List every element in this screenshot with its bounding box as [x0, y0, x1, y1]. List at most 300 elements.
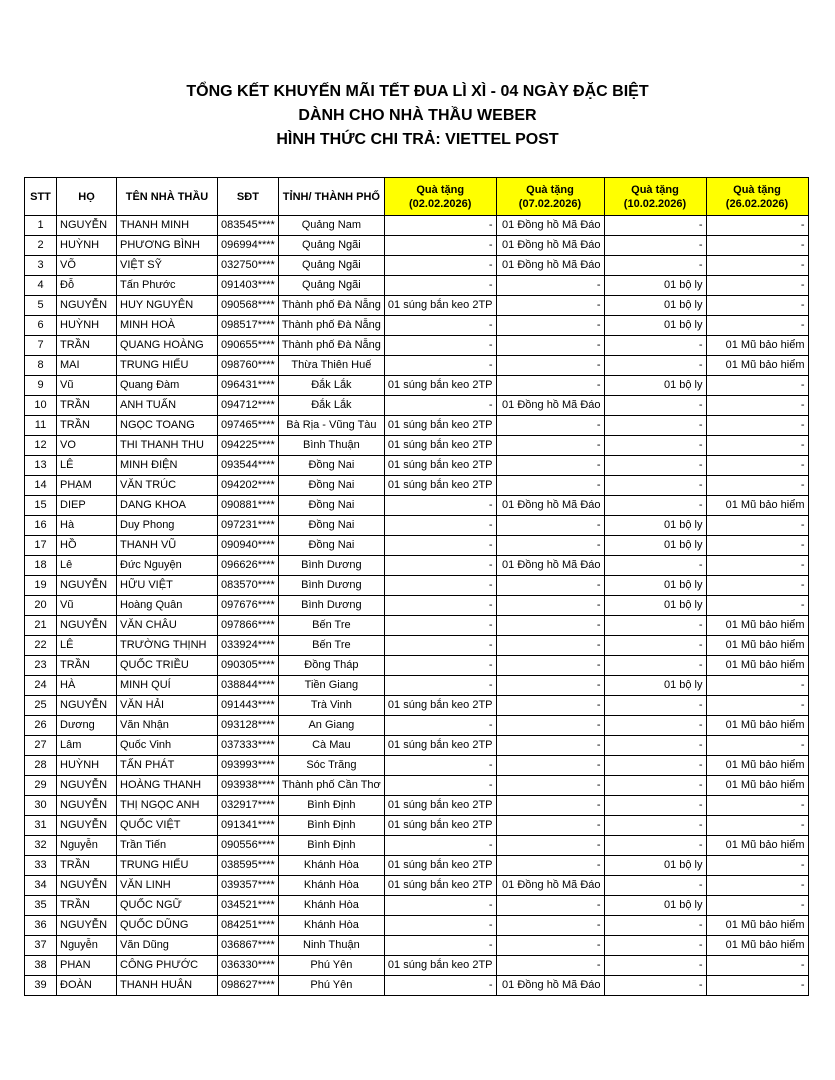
cell-tinh: Bình Dương: [278, 596, 384, 616]
cell-stt: 11: [25, 416, 57, 436]
cell-tinh: Tiền Giang: [278, 676, 384, 696]
cell-gift-1: -: [384, 656, 496, 676]
gift-date: (07.02.2026): [518, 197, 582, 210]
cell-gift-1: -: [384, 236, 496, 256]
cell-gift-1: 01 súng bắn keo 2TP: [384, 476, 496, 496]
table-row: [25, 476, 809, 496]
cell-stt: 34: [25, 876, 57, 896]
cell-gift-3: -: [604, 656, 706, 676]
cell-gift-1: -: [384, 516, 496, 536]
cell-gift-1: 01 súng bắn keo 2TP: [384, 816, 496, 836]
cell-tinh: Thành phố Đà Nẵng: [278, 296, 384, 316]
cell-tinh: Khánh Hòa: [278, 876, 384, 896]
cell-gift-2: -: [496, 956, 604, 976]
cell-stt: 6: [25, 316, 57, 336]
table-row: [25, 416, 809, 436]
cell-gift-3: 01 bộ ly: [604, 296, 706, 316]
cell-stt: 9: [25, 376, 57, 396]
cell-gift-1: -: [384, 916, 496, 936]
cell-stt: 21: [25, 616, 57, 636]
cell-gift-1: -: [384, 676, 496, 696]
cell-tinh: Ninh Thuận: [278, 936, 384, 956]
cell-gift-2: -: [496, 816, 604, 836]
cell-tinh: Bình Định: [278, 796, 384, 816]
cell-gift-2: -: [496, 796, 604, 816]
cell-gift-3: -: [604, 336, 706, 356]
cell-stt: 33: [25, 856, 57, 876]
cell-ho: NGUYỄN: [57, 576, 117, 596]
cell-ho: HUỲNH: [57, 316, 117, 336]
cell-gift-4: 01 Mũ bảo hiểm: [706, 936, 808, 956]
cell-ho: LÊ: [57, 636, 117, 656]
table-row: [25, 236, 809, 256]
cell-ten: THANH HUÂN: [117, 976, 218, 996]
cell-ho: NGUYỄN: [57, 616, 117, 636]
cell-tinh: Đồng Nai: [278, 476, 384, 496]
cell-gift-1: -: [384, 276, 496, 296]
cell-sdt: 090556****: [218, 836, 279, 856]
cell-gift-3: 01 bộ ly: [604, 596, 706, 616]
table-row: [25, 516, 809, 536]
cell-ho: NGUYỄN: [57, 776, 117, 796]
cell-gift-4: -: [706, 436, 808, 456]
cell-ho: VÕ: [57, 256, 117, 276]
cell-ho: HÀ: [57, 676, 117, 696]
gift-label: Quà tặng: [631, 183, 679, 196]
cell-gift-2: -: [496, 576, 604, 596]
header-gift-1: [384, 178, 496, 216]
cell-ho: Đỗ: [57, 276, 117, 296]
title-line-1: TỔNG KẾT KHUYẾN MÃI TẾT ĐUA LÌ XÌ - 04 NGÀY ĐẶC BIỆT: [186, 83, 649, 100]
cell-ho: TRẦN: [57, 336, 117, 356]
cell-ten: QUỐC VIỆT: [117, 816, 218, 836]
cell-gift-1: -: [384, 636, 496, 656]
cell-gift-1: -: [384, 576, 496, 596]
cell-gift-2: -: [496, 596, 604, 616]
cell-gift-3: -: [604, 956, 706, 976]
cell-gift-1: 01 súng bắn keo 2TP: [384, 696, 496, 716]
cell-ten: THANH VŨ: [117, 536, 218, 556]
cell-ho: PHAN: [57, 956, 117, 976]
cell-tinh: Đắk Lắk: [278, 376, 384, 396]
cell-sdt: 037333****: [218, 736, 279, 756]
cell-ten: MINH QUÍ: [117, 676, 218, 696]
cell-ho: TRẦN: [57, 396, 117, 416]
gift-label: Quà tặng: [733, 183, 781, 196]
cell-stt: 28: [25, 756, 57, 776]
cell-ho: HỒ: [57, 536, 117, 556]
cell-gift-4: -: [706, 276, 808, 296]
table-row: [25, 916, 809, 936]
cell-gift-1: 01 súng bắn keo 2TP: [384, 456, 496, 476]
cell-gift-2: -: [496, 736, 604, 756]
cell-stt: 10: [25, 396, 57, 416]
cell-gift-2: -: [496, 936, 604, 956]
cell-sdt: 032917****: [218, 796, 279, 816]
cell-ten: HOÀNG THANH: [117, 776, 218, 796]
cell-tinh: Khánh Hòa: [278, 896, 384, 916]
cell-gift-3: 01 bộ ly: [604, 536, 706, 556]
cell-gift-3: -: [604, 756, 706, 776]
cell-gift-4: 01 Mũ bảo hiểm: [706, 916, 808, 936]
cell-ho: HUỲNH: [57, 756, 117, 776]
cell-sdt: 034521****: [218, 896, 279, 916]
title-line-3: HÌNH THỨC CHI TRẢ: VIETTEL POST: [276, 131, 559, 148]
cell-tinh: Đồng Nai: [278, 456, 384, 476]
cell-stt: 5: [25, 296, 57, 316]
cell-sdt: 096626****: [218, 556, 279, 576]
cell-gift-3: -: [604, 476, 706, 496]
cell-gift-1: 01 súng bắn keo 2TP: [384, 416, 496, 436]
cell-tinh: Đồng Nai: [278, 496, 384, 516]
cell-sdt: 091341****: [218, 816, 279, 836]
cell-sdt: 038595****: [218, 856, 279, 876]
table-row: [25, 716, 809, 736]
cell-gift-4: -: [706, 696, 808, 716]
cell-gift-4: 01 Mũ bảo hiểm: [706, 756, 808, 776]
cell-gift-4: -: [706, 536, 808, 556]
cell-ho: Hà: [57, 516, 117, 536]
cell-gift-4: 01 Mũ bảo hiểm: [706, 636, 808, 656]
table-row: [25, 316, 809, 336]
gift-label: Quà tặng: [416, 183, 465, 196]
cell-gift-2: 01 Đồng hồ Mã Đáo: [496, 236, 604, 256]
cell-sdt: 093993****: [218, 756, 279, 776]
cell-gift-1: -: [384, 616, 496, 636]
cell-gift-2: -: [496, 476, 604, 496]
cell-ten: TRUNG HIẾU: [117, 856, 218, 876]
cell-sdt: 033924****: [218, 636, 279, 656]
cell-stt: 15: [25, 496, 57, 516]
cell-gift-4: 01 Mũ bảo hiểm: [706, 616, 808, 636]
cell-ho: NGUYỄN: [57, 216, 117, 236]
cell-gift-3: -: [604, 236, 706, 256]
cell-tinh: Bình Định: [278, 836, 384, 856]
cell-sdt: 098760****: [218, 356, 279, 376]
cell-ho: NGUYỄN: [57, 876, 117, 896]
cell-stt: 7: [25, 336, 57, 356]
cell-gift-2: 01 Đồng hồ Mã Đáo: [496, 256, 604, 276]
cell-gift-3: -: [604, 816, 706, 836]
cell-gift-1: -: [384, 716, 496, 736]
header-gift-4: [706, 178, 808, 216]
cell-gift-2: -: [496, 516, 604, 536]
table-row: [25, 296, 809, 316]
cell-gift-2: -: [496, 316, 604, 336]
cell-ho: Dương: [57, 716, 117, 736]
cell-ho: Nguyễn: [57, 836, 117, 856]
cell-gift-2: -: [496, 376, 604, 396]
cell-sdt: 032750****: [218, 256, 279, 276]
cell-ho: MAI: [57, 356, 117, 376]
table-row: [25, 816, 809, 836]
cell-gift-3: -: [604, 216, 706, 236]
cell-ten: HUY NGUYÊN: [117, 296, 218, 316]
cell-gift-1: -: [384, 896, 496, 916]
cell-gift-2: 01 Đồng hồ Mã Đáo: [496, 976, 604, 996]
cell-gift-3: -: [604, 936, 706, 956]
cell-gift-1: 01 súng bắn keo 2TP: [384, 436, 496, 456]
cell-stt: 8: [25, 356, 57, 376]
cell-ten: ANH TUẤN: [117, 396, 218, 416]
table-body: [25, 216, 809, 996]
cell-tinh: Khánh Hòa: [278, 916, 384, 936]
cell-sdt: 090568****: [218, 296, 279, 316]
cell-sdt: 091443****: [218, 696, 279, 716]
cell-gift-1: -: [384, 356, 496, 376]
cell-ten: QUANG HOÀNG: [117, 336, 218, 356]
table-row: [25, 676, 809, 696]
cell-tinh: Bà Rịa - Vũng Tàu: [278, 416, 384, 436]
cell-ten: THỊ NGỌC ANH: [117, 796, 218, 816]
cell-gift-4: -: [706, 396, 808, 416]
cell-tinh: Đắk Lắk: [278, 396, 384, 416]
cell-gift-2: -: [496, 456, 604, 476]
cell-gift-1: -: [384, 556, 496, 576]
cell-ho: TRẦN: [57, 416, 117, 436]
table-row: [25, 956, 809, 976]
cell-gift-2: -: [496, 336, 604, 356]
cell-stt: 3: [25, 256, 57, 276]
table-row: [25, 356, 809, 376]
cell-tinh: Quảng Ngãi: [278, 236, 384, 256]
cell-ten: THI THANH THU: [117, 436, 218, 456]
cell-sdt: 097866****: [218, 616, 279, 636]
cell-tinh: Cà Mau: [278, 736, 384, 756]
table-row: [25, 936, 809, 956]
cell-gift-3: -: [604, 796, 706, 816]
cell-tinh: Đồng Nai: [278, 536, 384, 556]
table-row: [25, 396, 809, 416]
cell-sdt: 098627****: [218, 976, 279, 996]
cell-ten: THANH MINH: [117, 216, 218, 236]
table-row: [25, 256, 809, 276]
cell-tinh: Quảng Ngãi: [278, 256, 384, 276]
cell-ho: NGUYỄN: [57, 916, 117, 936]
cell-ho: Vũ: [57, 596, 117, 616]
cell-stt: 26: [25, 716, 57, 736]
cell-gift-3: 01 bộ ly: [604, 276, 706, 296]
header-stt: STT: [25, 178, 57, 216]
cell-gift-2: 01 Đồng hồ Mã Đáo: [496, 556, 604, 576]
cell-ho: DIEP: [57, 496, 117, 516]
cell-gift-3: -: [604, 736, 706, 756]
cell-ten: Văn Dũng: [117, 936, 218, 956]
cell-sdt: 094202****: [218, 476, 279, 496]
cell-stt: 23: [25, 656, 57, 676]
cell-tinh: Phú Yên: [278, 976, 384, 996]
cell-gift-3: -: [604, 496, 706, 516]
header-sdt: SĐT: [218, 178, 279, 216]
cell-tinh: Quảng Nam: [278, 216, 384, 236]
cell-stt: 36: [25, 916, 57, 936]
cell-gift-1: -: [384, 976, 496, 996]
cell-sdt: 039357****: [218, 876, 279, 896]
cell-tinh: An Giang: [278, 716, 384, 736]
cell-stt: 29: [25, 776, 57, 796]
cell-stt: 19: [25, 576, 57, 596]
cell-gift-2: -: [496, 276, 604, 296]
table-row: [25, 536, 809, 556]
cell-gift-3: 01 bộ ly: [604, 856, 706, 876]
cell-ho: TRẦN: [57, 896, 117, 916]
cell-ten: QUỐC NGỮ: [117, 896, 218, 916]
cell-ten: Duy Phong: [117, 516, 218, 536]
table-row: [25, 836, 809, 856]
cell-gift-3: -: [604, 416, 706, 436]
cell-ten: Tấn Phước: [117, 276, 218, 296]
cell-stt: 22: [25, 636, 57, 656]
cell-gift-4: 01 Mũ bảo hiểm: [706, 496, 808, 516]
cell-ten: TRƯỜNG THỊNH: [117, 636, 218, 656]
cell-tinh: Bình Dương: [278, 576, 384, 596]
table-row: [25, 636, 809, 656]
table-row: [25, 436, 809, 456]
cell-sdt: 094225****: [218, 436, 279, 456]
cell-stt: 38: [25, 956, 57, 976]
cell-stt: 27: [25, 736, 57, 756]
cell-sdt: 083570****: [218, 576, 279, 596]
cell-gift-1: -: [384, 336, 496, 356]
cell-stt: 37: [25, 936, 57, 956]
cell-gift-4: -: [706, 316, 808, 336]
cell-ten: VIỆT SỸ: [117, 256, 218, 276]
cell-gift-2: 01 Đồng hồ Mã Đáo: [496, 396, 604, 416]
cell-sdt: 097676****: [218, 596, 279, 616]
cell-ho: VO: [57, 436, 117, 456]
cell-tinh: Sóc Trăng: [278, 756, 384, 776]
table-row: [25, 736, 809, 756]
cell-gift-4: -: [706, 236, 808, 256]
table-row: [25, 796, 809, 816]
cell-ten: MINH ĐIỆN: [117, 456, 218, 476]
cell-ten: VĂN TRÚC: [117, 476, 218, 496]
cell-ten: QUỐC TRIỀU: [117, 656, 218, 676]
cell-sdt: 090881****: [218, 496, 279, 516]
cell-gift-2: -: [496, 416, 604, 436]
cell-gift-4: -: [706, 456, 808, 476]
cell-ten: TẤN PHÁT: [117, 756, 218, 776]
cell-tinh: Thành phố Đà Nẵng: [278, 316, 384, 336]
cell-stt: 35: [25, 896, 57, 916]
cell-stt: 20: [25, 596, 57, 616]
cell-gift-1: -: [384, 396, 496, 416]
cell-gift-1: -: [384, 216, 496, 236]
cell-ho: PHẠM: [57, 476, 117, 496]
cell-ho: TRẦN: [57, 656, 117, 676]
cell-gift-3: -: [604, 396, 706, 416]
cell-tinh: Phú Yên: [278, 956, 384, 976]
cell-gift-4: 01 Mũ bảo hiểm: [706, 656, 808, 676]
cell-ten: NGỌC TOANG: [117, 416, 218, 436]
cell-stt: 31: [25, 816, 57, 836]
cell-gift-2: 01 Đồng hồ Mã Đáo: [496, 216, 604, 236]
cell-sdt: 093128****: [218, 716, 279, 736]
cell-gift-1: 01 súng bắn keo 2TP: [384, 796, 496, 816]
gift-date: (02.02.2026): [409, 197, 472, 210]
cell-gift-2: -: [496, 836, 604, 856]
cell-ho: LÊ: [57, 456, 117, 476]
cell-gift-4: -: [706, 736, 808, 756]
cell-gift-2: -: [496, 296, 604, 316]
cell-gift-2: -: [496, 636, 604, 656]
cell-gift-1: -: [384, 256, 496, 276]
cell-sdt: 084251****: [218, 916, 279, 936]
header-gift-3: [604, 178, 706, 216]
document-title: [0, 80, 835, 152]
cell-sdt: 093938****: [218, 776, 279, 796]
table-row: [25, 576, 809, 596]
cell-gift-4: -: [706, 896, 808, 916]
cell-gift-3: 01 bộ ly: [604, 896, 706, 916]
table-row: [25, 336, 809, 356]
cell-ten: CÔNG PHƯỚC: [117, 956, 218, 976]
cell-gift-3: 01 bộ ly: [604, 676, 706, 696]
cell-gift-3: -: [604, 616, 706, 636]
header-ho: HỌ: [57, 178, 117, 216]
cell-stt: 25: [25, 696, 57, 716]
cell-gift-4: -: [706, 556, 808, 576]
header-tinh: TỈNH/ THÀNH PHỐ: [278, 178, 384, 216]
cell-gift-2: 01 Đồng hồ Mã Đáo: [496, 876, 604, 896]
cell-gift-3: -: [604, 836, 706, 856]
cell-sdt: 097231****: [218, 516, 279, 536]
cell-ten: Hoàng Quân: [117, 596, 218, 616]
cell-gift-3: -: [604, 556, 706, 576]
cell-gift-4: -: [706, 216, 808, 236]
cell-gift-4: -: [706, 576, 808, 596]
cell-gift-3: -: [604, 976, 706, 996]
cell-gift-3: -: [604, 776, 706, 796]
cell-gift-1: 01 súng bắn keo 2TP: [384, 296, 496, 316]
cell-sdt: 036867****: [218, 936, 279, 956]
cell-gift-4: 01 Mũ bảo hiểm: [706, 356, 808, 376]
cell-gift-4: 01 Mũ bảo hiểm: [706, 836, 808, 856]
cell-gift-3: -: [604, 436, 706, 456]
cell-sdt: 083545****: [218, 216, 279, 236]
cell-gift-1: -: [384, 776, 496, 796]
cell-stt: 32: [25, 836, 57, 856]
cell-ho: TRẦN: [57, 856, 117, 876]
cell-gift-3: -: [604, 456, 706, 476]
table-row: [25, 376, 809, 396]
table-row: [25, 276, 809, 296]
cell-tinh: Bình Thuận: [278, 436, 384, 456]
cell-ten: MINH HOÀ: [117, 316, 218, 336]
cell-gift-4: -: [706, 256, 808, 276]
cell-tinh: Bình Định: [278, 816, 384, 836]
cell-tinh: Thành phố Cần Thơ: [278, 776, 384, 796]
cell-gift-2: -: [496, 356, 604, 376]
cell-gift-4: -: [706, 516, 808, 536]
table-header: [25, 178, 809, 216]
cell-sdt: 090940****: [218, 536, 279, 556]
cell-gift-1: -: [384, 756, 496, 776]
cell-gift-1: -: [384, 536, 496, 556]
table-row: [25, 976, 809, 996]
table-row: [25, 776, 809, 796]
cell-sdt: 096431****: [218, 376, 279, 396]
cell-ten: QUỐC DŨNG: [117, 916, 218, 936]
cell-tinh: Đồng Tháp: [278, 656, 384, 676]
cell-gift-2: -: [496, 696, 604, 716]
table-row: [25, 616, 809, 636]
cell-sdt: 090305****: [218, 656, 279, 676]
table-row: [25, 556, 809, 576]
cell-ten: TRUNG HIẾU: [117, 356, 218, 376]
table-row: [25, 216, 809, 236]
cell-gift-2: -: [496, 756, 604, 776]
